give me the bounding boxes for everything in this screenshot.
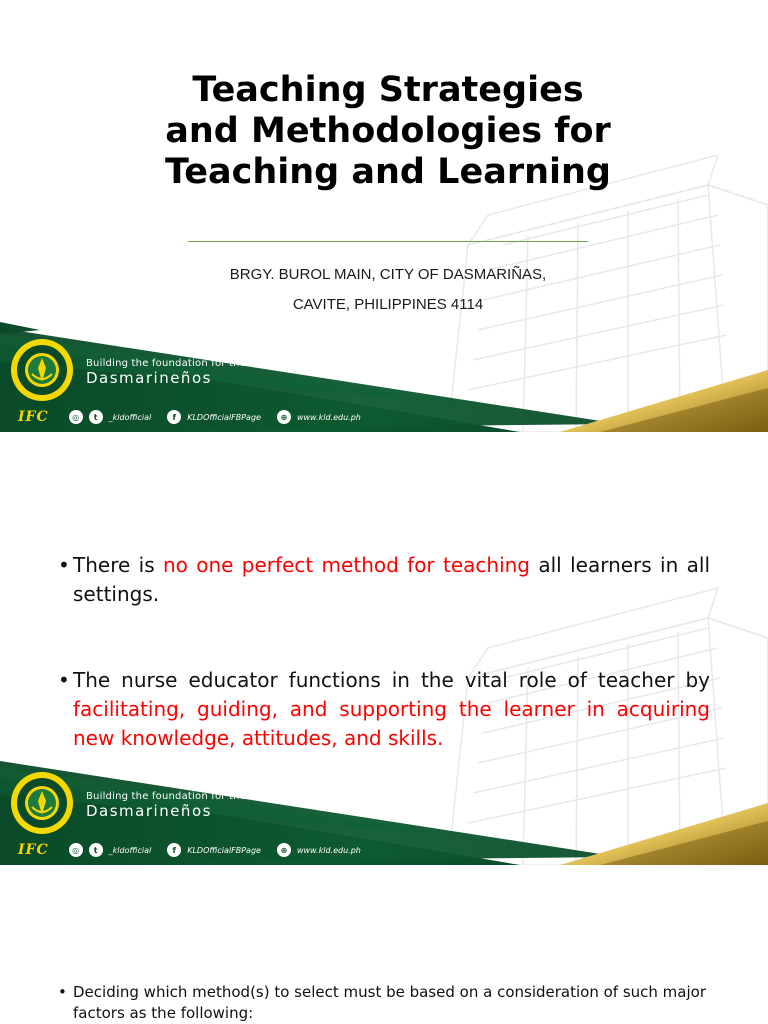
instagram-icon[interactable]: ◎ xyxy=(69,843,83,857)
facebook-handle[interactable]: KLDOfficialFBPage xyxy=(187,412,261,422)
bullet-item xyxy=(58,666,710,753)
twitter-icon[interactable]: t xyxy=(89,843,103,857)
bullet-text: The nurse educator functions in the vital role of teacher by xyxy=(73,668,710,692)
globe-icon[interactable]: ⊕ xyxy=(277,410,291,424)
facebook-icon[interactable]: f xyxy=(167,410,181,424)
footer-tagline xyxy=(86,358,246,387)
facebook-icon[interactable]: f xyxy=(167,843,181,857)
instagram-twitter-handle[interactable]: _kldofficial xyxy=(108,845,152,855)
instagram-icon[interactable]: ◎ xyxy=(69,410,83,424)
facebook-handle[interactable]: KLDOfficialFBPage xyxy=(187,845,261,855)
address-line-2: CAVITE, PHILIPPINES 4114 xyxy=(292,296,484,313)
footer-tagline xyxy=(86,791,246,820)
bullet-highlight: facilitating, guiding, and supporting the learner in acquiring new knowledge, attitudes, and skills. xyxy=(73,697,710,750)
website-link[interactable]: www.kld.edu.ph xyxy=(296,845,361,855)
tagline-line-2: Dasmarineños xyxy=(86,801,212,820)
tagline-line-1: Building the foundation for the xyxy=(86,358,246,370)
social-links xyxy=(18,406,371,428)
content-slide-1 xyxy=(0,433,768,865)
college-seal-icon xyxy=(10,338,74,402)
college-seal-icon xyxy=(10,771,74,835)
ifc-logo: IFC xyxy=(18,842,49,858)
bullet-item: • Deciding which method(s) to select must be based on a consideration of such major factors as the following: xyxy=(58,982,718,1024)
bullet-text: all learners in all settings. xyxy=(73,553,711,606)
bullet-text: There is xyxy=(73,553,163,577)
globe-icon[interactable]: ⊕ xyxy=(277,843,291,857)
footer-band xyxy=(0,755,768,865)
address xyxy=(150,260,626,320)
social-links xyxy=(18,839,371,861)
content-slide-2 xyxy=(0,866,768,1024)
bullet-item xyxy=(58,551,710,609)
ifc-logo: IFC xyxy=(18,409,49,425)
slide-title: Teaching Strategies and Methodologies for Teaching and Learning xyxy=(165,70,611,192)
twitter-icon[interactable]: t xyxy=(89,410,103,424)
address-line-1: BRGY. BUROL MAIN, CITY OF DASMARIÑAS, xyxy=(229,266,547,283)
tagline-line-2: Dasmarineños xyxy=(86,368,212,387)
instagram-twitter-handle[interactable]: _kldofficial xyxy=(108,412,152,422)
bullet-highlight: no one perfect method for teaching xyxy=(162,553,531,577)
website-link[interactable]: www.kld.edu.ph xyxy=(296,412,361,422)
tagline-line-1: Building the foundation for the xyxy=(86,791,246,803)
footer-band xyxy=(0,322,768,432)
title-slide xyxy=(0,0,768,432)
title-divider xyxy=(188,241,588,242)
bullet-list xyxy=(58,982,718,1024)
